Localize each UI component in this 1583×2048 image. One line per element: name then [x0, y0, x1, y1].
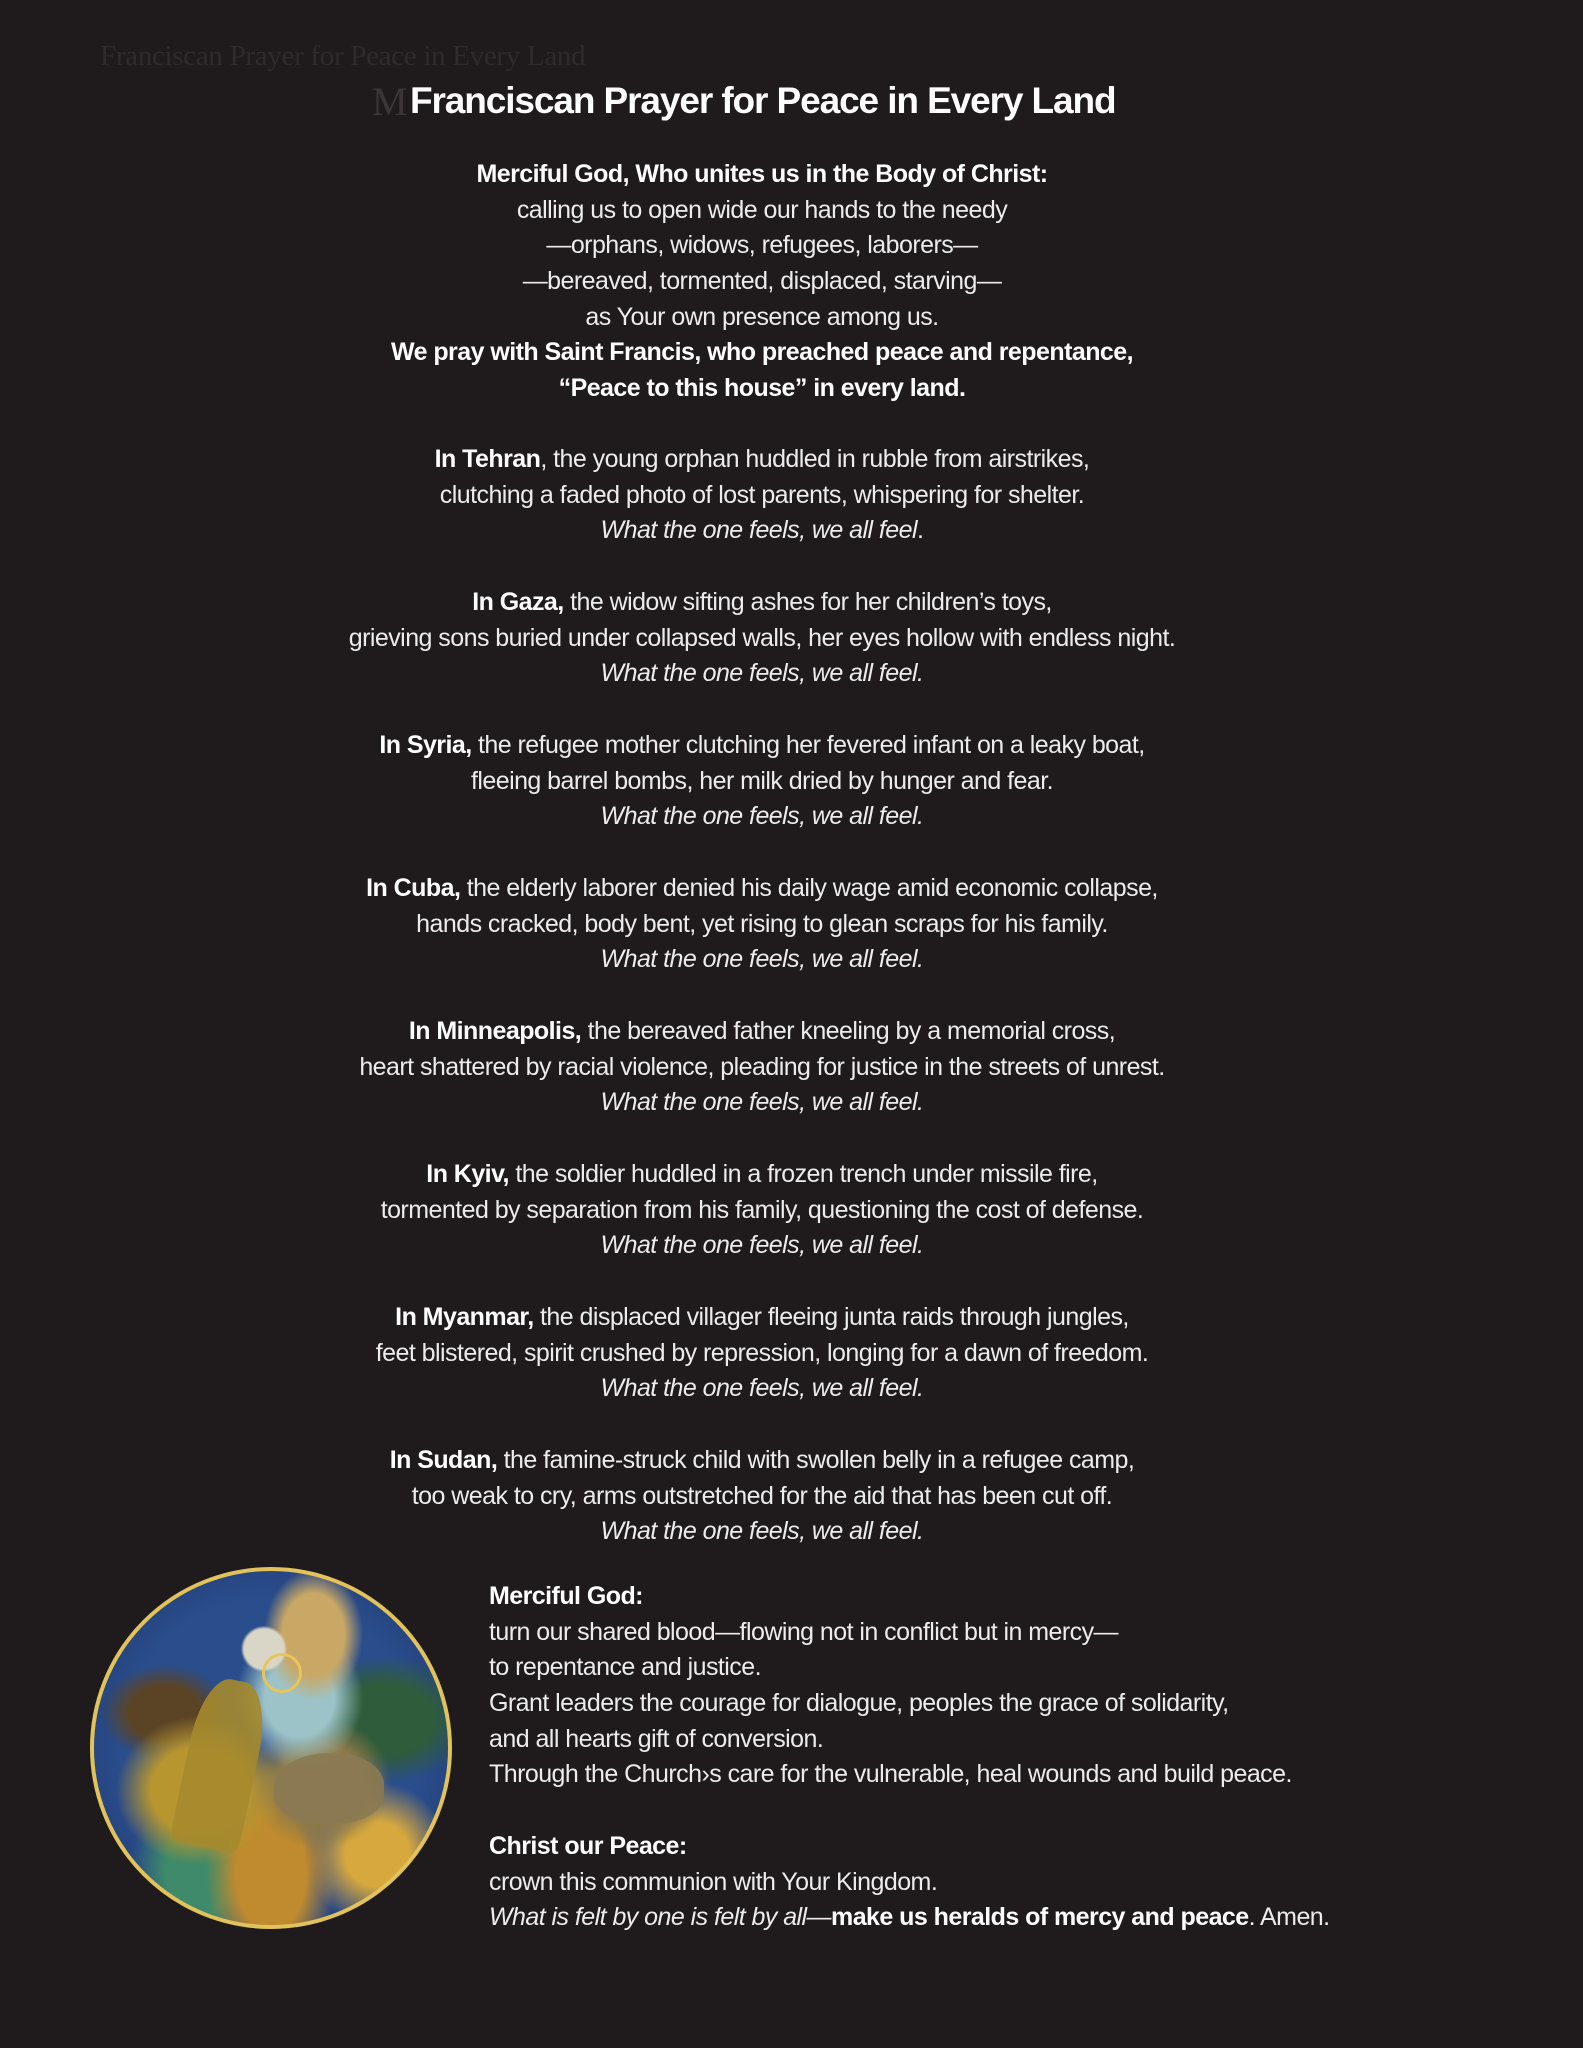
stanza-line: [162, 1014, 1362, 1050]
page-title: Franciscan Prayer for Peace in Every Land: [410, 80, 1116, 121]
stanza-line: tormented by separation from his family, questioning the cost of defense.: [380, 1195, 1144, 1224]
refrain-end: .: [917, 1088, 924, 1117]
saint-francis-wolf-medallion-image: [90, 1567, 452, 1929]
stanza-text: the elderly laborer denied his daily wage amid economic collapse,: [460, 874, 1158, 902]
refrain-text: What the one feels, we all feel: [600, 802, 918, 831]
stanza-line: [162, 585, 1362, 621]
refrain: [162, 656, 1362, 692]
refrain-end: .: [917, 802, 924, 831]
stanza-line: heart shattered by racial violence, pleading for justice in the streets of unrest.: [359, 1052, 1165, 1081]
stanza-text: the young orphan huddled in rubble from airstrikes,: [546, 445, 1090, 473]
refrain-end: .: [917, 1517, 924, 1546]
refrain-text: What the one feels, we all feel: [600, 659, 918, 688]
refrain-text: What the one feels, we all feel: [600, 1374, 918, 1403]
closing-line: turn our shared blood—flowing not in conflict but in mercy—: [489, 1617, 1118, 1646]
stanza-line: [162, 1300, 1362, 1336]
intro-line: calling us to open wide our hands to the needy: [516, 195, 1008, 224]
closing-line: to repentance and justice.: [489, 1653, 762, 1682]
place-punct: ,: [540, 445, 547, 473]
stanza-line: [162, 871, 1362, 907]
refrain: [162, 799, 1362, 835]
place-name: In Gaza,: [472, 588, 564, 616]
ghost-initial: M: [372, 79, 408, 124]
intro-block: [162, 157, 1362, 407]
stanza-text: the widow sifting ashes for her children’s toys,: [563, 588, 1052, 616]
stanza-syria: [162, 728, 1362, 835]
ghost-title: Franciscan Prayer for Peace in Every Land: [100, 40, 586, 72]
closing-line: and all hearts gift of conversion.: [489, 1724, 824, 1753]
halo-icon: [262, 1653, 302, 1693]
closing-line: crown this communion with Your Kingdom.: [489, 1867, 938, 1896]
final-bold: make us heralds of mercy and peace: [831, 1903, 1249, 1932]
stanza-text: the soldier huddled in a frozen trench under missile fire,: [508, 1160, 1098, 1188]
refrain-text: What the one feels, we all feel: [600, 1231, 918, 1260]
stanza-text: the famine-struck child with swollen belly in a refugee camp,: [497, 1446, 1135, 1474]
stanza-cuba: [162, 871, 1362, 978]
refrain: [162, 942, 1362, 978]
stanza-line: [162, 728, 1362, 764]
refrain: [162, 1228, 1362, 1264]
stanza-text: the bereaved father kneeling by a memorial cross,: [581, 1017, 1116, 1045]
stanza-line: [162, 1443, 1362, 1479]
spacer: [489, 1793, 1489, 1829]
refrain-end: .: [917, 1374, 924, 1403]
refrain-text: What the one feels, we all feel: [600, 516, 918, 545]
refrain-end: .: [917, 945, 924, 974]
refrain-end: .: [917, 1231, 924, 1260]
final-end: . Amen.: [1248, 1903, 1330, 1932]
stanza-line: hands cracked, body bent, yet rising to glean scraps for his family.: [416, 909, 1108, 938]
closing-heading: Christ our Peace:: [489, 1831, 687, 1860]
intro-line: as Your own presence among us.: [585, 302, 939, 331]
refrain: [162, 1514, 1362, 1550]
stanza-gaza: [162, 585, 1362, 692]
wolf-figure-icon: [274, 1753, 384, 1823]
closing-block: [489, 1579, 1489, 1936]
closing-heading: Merciful God:: [489, 1582, 643, 1610]
stanza-sudan: [162, 1443, 1362, 1550]
stanza-text: the displaced villager fleeing junta raids through jungles,: [533, 1303, 1129, 1331]
stanza-text: the refugee mother clutching her fevered infant on a leaky boat,: [471, 731, 1145, 759]
refrain: [162, 1085, 1362, 1121]
stanza-line: [162, 442, 1362, 478]
closing-line: Through the Church›s care for the vulnerable, heal wounds and build peace.: [489, 1760, 1292, 1789]
stanza-line: feet blistered, spirit crushed by repression, longing for a dawn of freedom.: [375, 1338, 1149, 1367]
refrain: [162, 1371, 1362, 1407]
place-name: In Kyiv,: [426, 1160, 509, 1188]
refrain-text: What the one feels, we all feel: [600, 945, 918, 974]
refrain-end: .: [917, 516, 924, 545]
final-italic: What is felt by one is felt by all—: [489, 1903, 832, 1932]
stanza-minneapolis: [162, 1014, 1362, 1121]
place-name: In Tehran: [434, 445, 541, 473]
place-name: In Minneapolis,: [408, 1017, 582, 1045]
place-name: In Myanmar,: [395, 1303, 534, 1331]
stanza-kyiv: [162, 1157, 1362, 1264]
friar-figure-icon: [169, 1674, 273, 1855]
stanza-line: too weak to cry, arms outstretched for the aid that has been cut off.: [411, 1481, 1113, 1510]
intro-line: We pray with Saint Francis, who preached peace and repentance,: [390, 338, 1134, 367]
refrain-text: What the one feels, we all feel: [600, 1088, 918, 1117]
stanza-line: grieving sons buried under collapsed walls, her eyes hollow with endless night.: [348, 623, 1176, 652]
stanza-line: clutching a faded photo of lost parents, whispering for shelter.: [439, 480, 1085, 509]
place-name: In Syria,: [379, 731, 472, 759]
refrain-end: .: [917, 659, 924, 688]
stanza-line: fleeing barrel bombs, her milk dried by hunger and fear.: [470, 766, 1054, 795]
place-name: In Cuba,: [366, 874, 461, 902]
intro-line: Merciful God, Who unites us in the Body of Christ:: [476, 160, 1048, 188]
intro-line: —orphans, widows, refugees, laborers—: [546, 231, 978, 260]
refrain: [162, 513, 1362, 549]
intro-line: —bereaved, tormented, displaced, starving—: [522, 267, 1002, 296]
closing-line: Grant leaders the courage for dialogue, peoples the grace of solidarity,: [489, 1689, 1229, 1718]
stanza-myanmar: [162, 1300, 1362, 1407]
refrain-text: What the one feels, we all feel: [600, 1517, 918, 1546]
stanza-tehran: [162, 442, 1362, 549]
stanza-line: [162, 1157, 1362, 1193]
place-name: In Sudan,: [389, 1446, 498, 1474]
intro-line: “Peace to this house” in every land.: [558, 374, 966, 403]
closing-final-line: [489, 1900, 1489, 1936]
